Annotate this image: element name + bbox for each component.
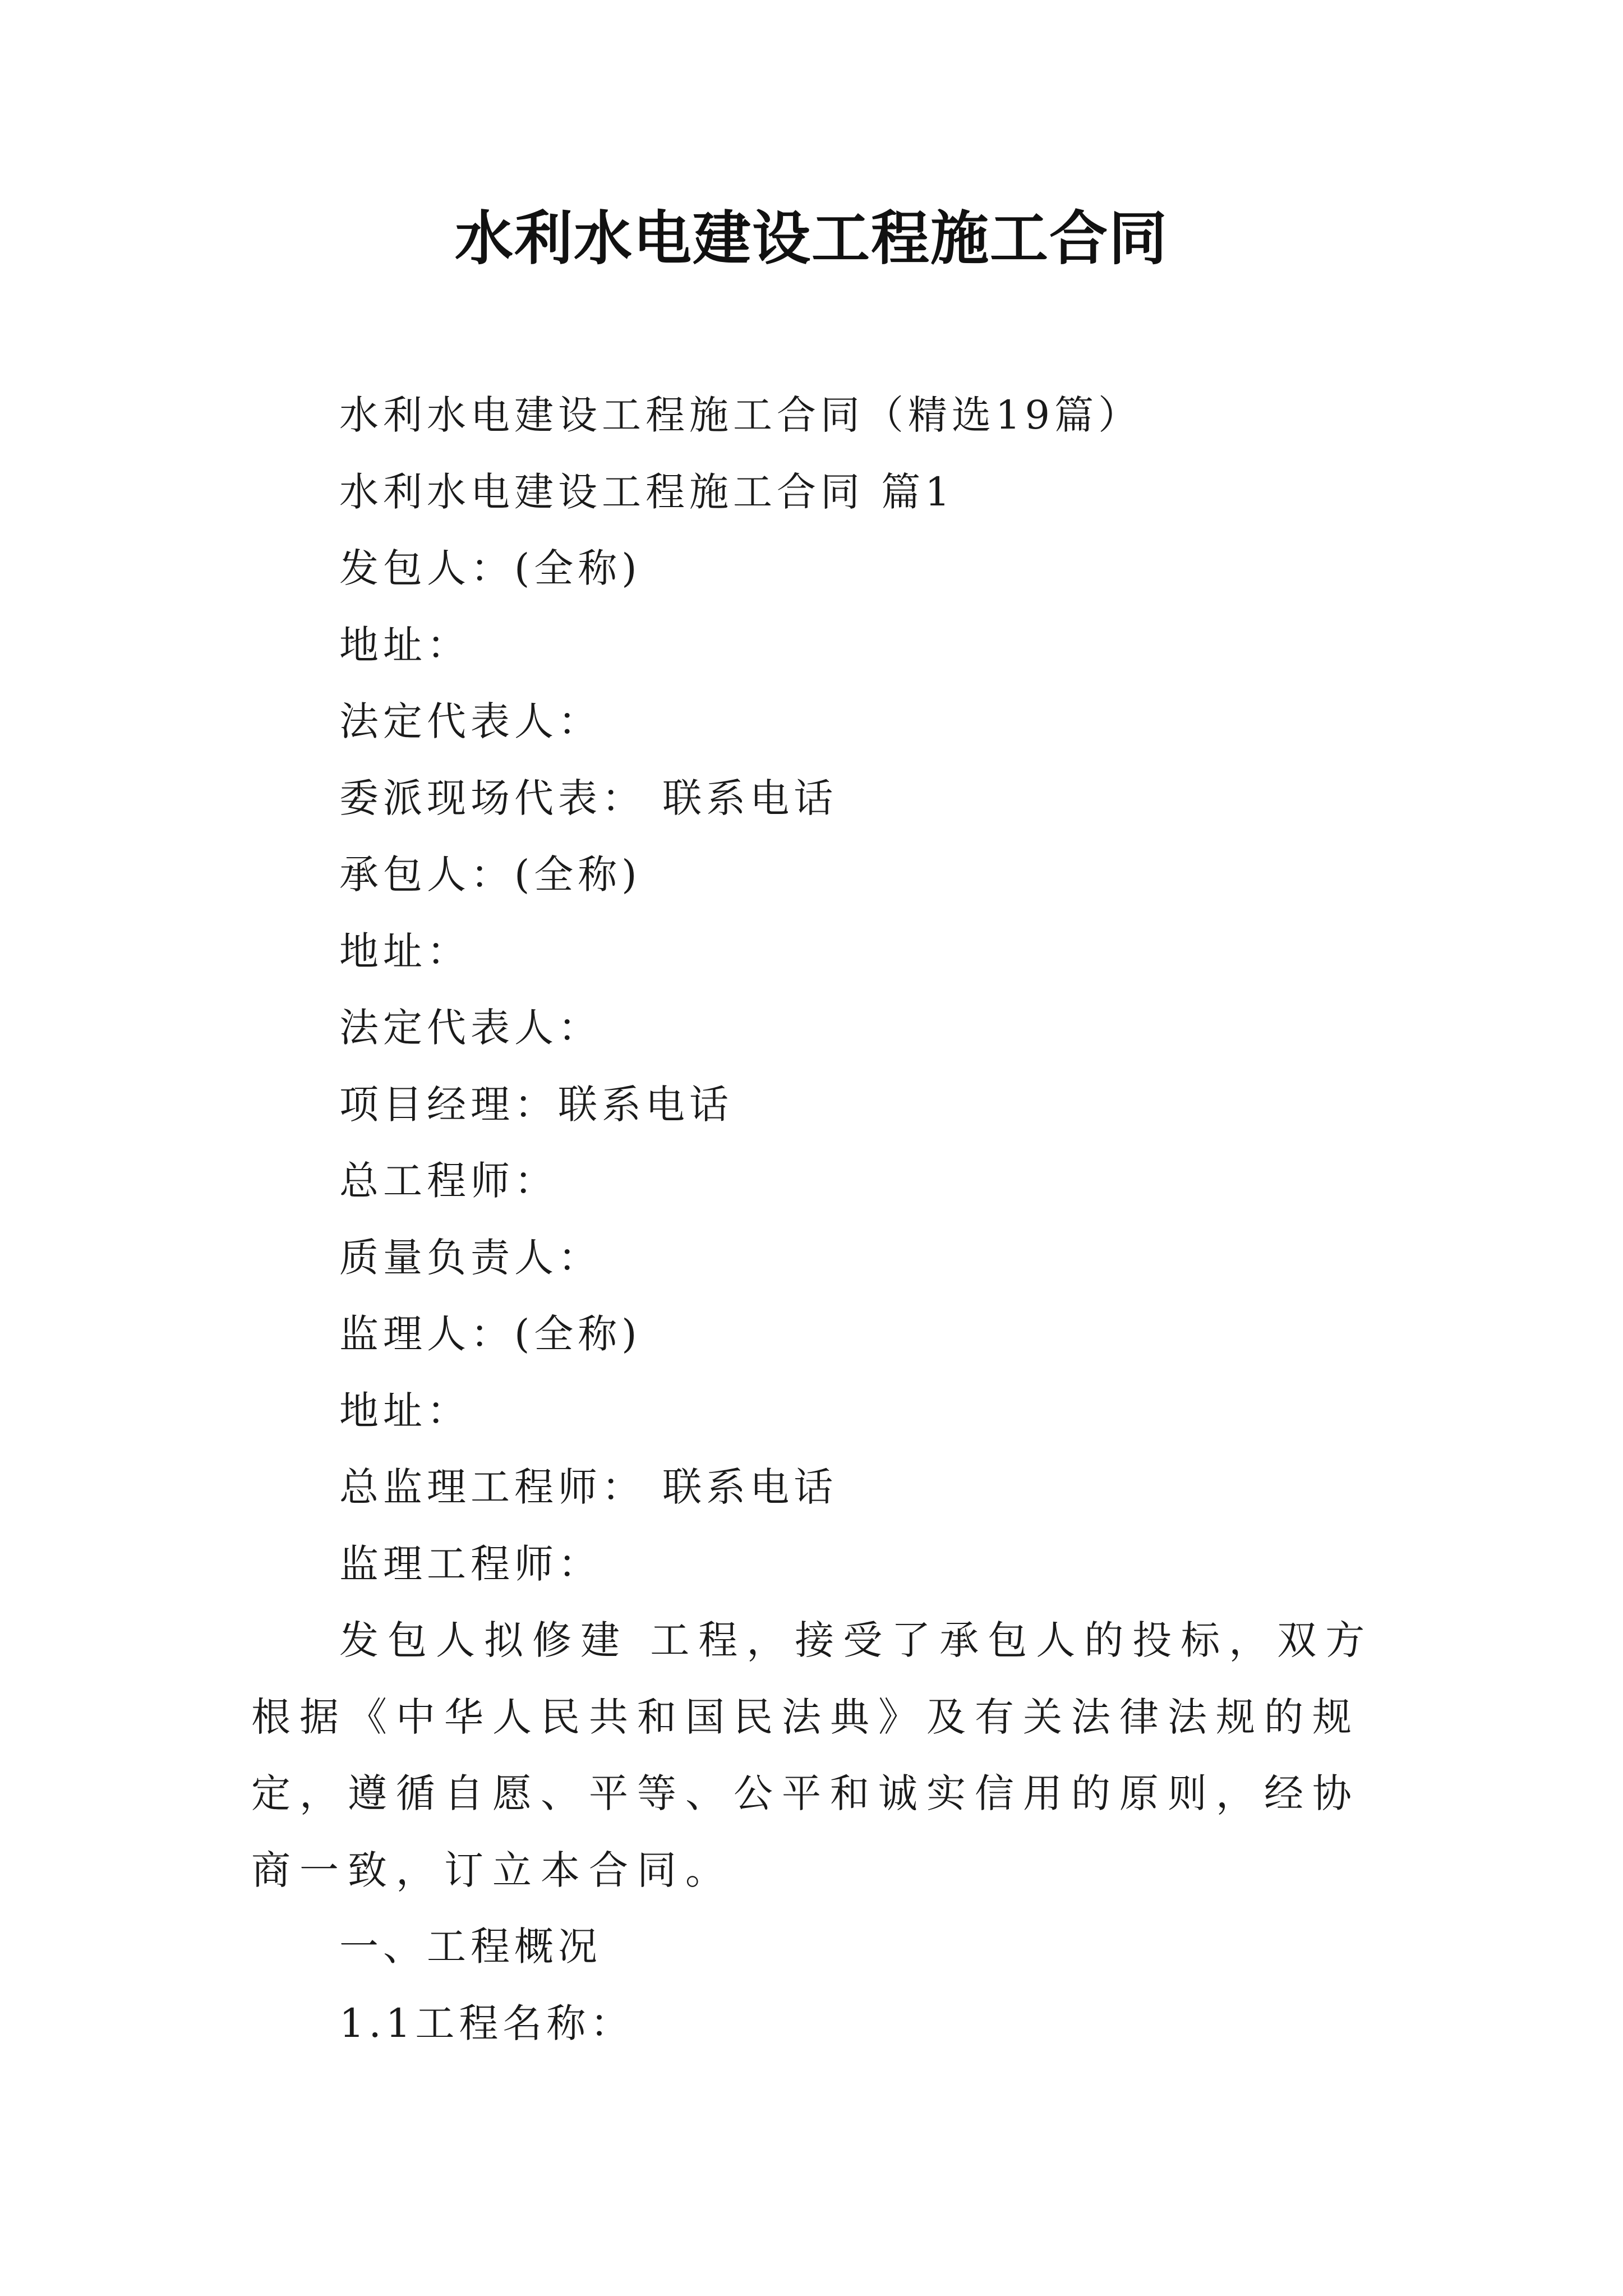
document-title: 水利水电建设工程施工合同 bbox=[454, 204, 1168, 273]
text-line: 监理工程师： bbox=[339, 1540, 602, 1587]
text-line: 质量负责人： bbox=[339, 1234, 602, 1281]
document-body bbox=[251, 377, 1378, 2062]
body-paragraph: 发包人拟修建 工程，接受了承包人的投标，双方根据《中华人民共和国民法典》及有关法律法规的规定，遵循自愿、平等、公平和诚实信用的原则，经协商一致，订立本合同。 bbox=[251, 1617, 1374, 1893]
text-line: 项目经理：联系电话 bbox=[339, 1081, 733, 1128]
text-line: 承包人：(全称) bbox=[339, 852, 642, 898]
text-line: 法定代表人： bbox=[339, 1005, 602, 1051]
section-heading: 一、工程概况 bbox=[339, 1924, 602, 1970]
text-line: 法定代表人： bbox=[339, 698, 602, 744]
text-line: 地址： bbox=[339, 1387, 471, 1434]
clause-item: 1.1工程名称： bbox=[339, 2000, 634, 2046]
text-line: 地址： bbox=[339, 928, 471, 974]
text-line: 地址： bbox=[339, 622, 471, 668]
text-line: 水利水电建设工程施工合同（精选19篇） bbox=[339, 392, 1142, 438]
text-line: 监理人：(全称) bbox=[339, 1311, 642, 1357]
text-line: 总监理工程师： 联系电话 bbox=[339, 1464, 838, 1510]
text-line: 总工程师： bbox=[339, 1158, 558, 1204]
text-line: 水利水电建设工程施工合同 篇1 bbox=[339, 468, 955, 515]
text-line: 委派现场代表： 联系电话 bbox=[339, 775, 838, 821]
text-line: 发包人：(全称) bbox=[339, 545, 642, 591]
